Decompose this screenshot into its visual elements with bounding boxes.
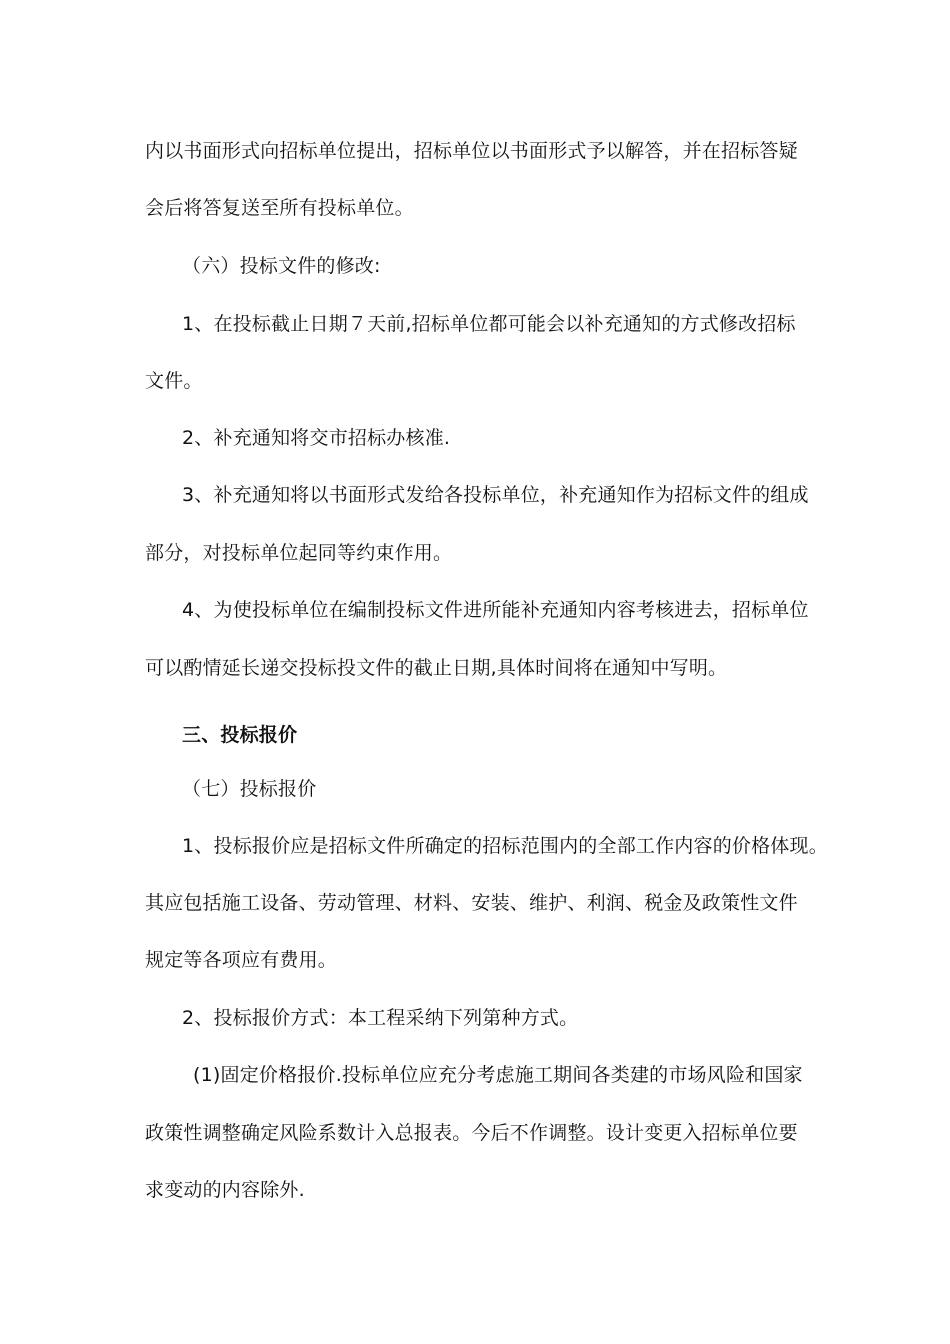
- paragraph-line: 2、投标报价方式：本工程采纳下列第种方式。: [182, 1007, 579, 1029]
- paragraph-line: 1、在投标截止日期７天前,招标单位都可能会以补充通知的方式修改招标: [182, 313, 796, 335]
- section-heading: 三、投标报价: [182, 724, 298, 746]
- paragraph-line: 可以酌情延长递交投标投文件的截止日期,具体时间将在通知中写明。: [145, 657, 728, 679]
- section-subheading: （七）投标报价: [182, 778, 317, 800]
- paragraph-line: 内以书面形式向招标单位提出，招标单位以书面形式予以解答，并在招标答疑: [145, 140, 798, 162]
- paragraph-line: 2、补充通知将交市招标办核准.: [182, 427, 451, 449]
- paragraph-line: 其应包括施工设备、劳动管理、材料、安装、维护、利润、税金及政策性文件: [145, 892, 798, 914]
- paragraph-line: 1、投标报价应是招标文件所确定的招标范围内的全部工作内容的价格体现。: [182, 835, 828, 857]
- paragraph-line: 规定等各项应有费用。: [145, 949, 338, 971]
- paragraph-line: 部分，对投标单位起同等约束作用。: [145, 542, 453, 564]
- paragraph-line: 政策性调整确定风险系数计入总报表。今后不作调整。设计变更入招标单位要: [145, 1122, 798, 1144]
- paragraph-line: 求变动的内容除外.: [145, 1179, 305, 1201]
- section-subheading: （六）投标文件的修改:: [182, 255, 381, 277]
- paragraph-line: 文件。: [145, 370, 203, 392]
- paragraph-line: 3、补充通知将以书面形式发给各投标单位，补充通知作为招标文件的组成: [182, 484, 809, 506]
- paragraph-line: 会后将答复送至所有投标单位。: [145, 197, 414, 219]
- paragraph-line: 4、为使投标单位在编制投标文件进所能补充通知内容考核进去，招标单位: [182, 599, 809, 621]
- paragraph-line: (1)固定价格报价.投标单位应充分考虑施工期间各类建的市场风险和国家: [193, 1064, 803, 1086]
